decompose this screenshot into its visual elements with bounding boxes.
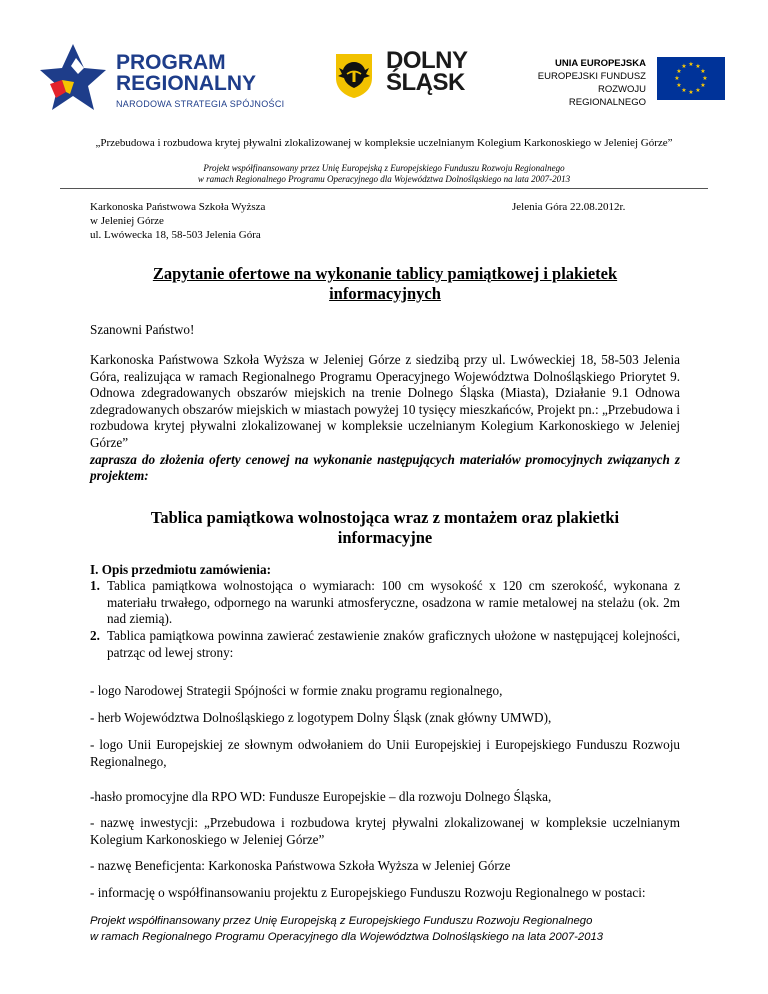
list-item: 2. Tablica pamiątkowa powinna zawierać zestawienie znaków graficznych ułożone w następującej kolejności, patrząc od lewej strony: [90, 628, 680, 660]
list-item: 1. Tablica pamiątkowa wolnostojąca o wymiarach: 100 cm wysokość x 120 cm szerokość, wykonana z materiału trwałego, odpornego na warunki atmosferyczne, osadzona w ramie metalowej na stelażu (ok. 2m nad ziemią). [90, 578, 680, 627]
nss-tagline: NARODOWA STRATEGIA SPÓJNOŚCI [116, 99, 285, 109]
dolny-slask-crest-icon [334, 52, 374, 98]
list-entry: - nazwę inwestycji: „Przebudowa i rozbudowa krytej pływalni zlokalizowanej w kompleksie uczelnianym Kolegium Karkonoskiego w Jeleniej Górze” [90, 815, 680, 847]
letter-date: Jelenia Góra 22.08.2012r. [512, 201, 626, 213]
cofinancing-header: Projekt współfinansowany przez Unię Europejską z Europejskiego Funduszu Rozwoju Regionalnego w ramach Regionalnego Programu Operacyjnego dla Województwa Dolnośląskiego na lata 2007-2013 [197, 163, 571, 184]
eu-fund-label: UNIA EUROPEJSKA EUROPEJSKI FUNDUSZ ROZWOJU REGIONALNEGO [537, 58, 646, 108]
invitation-text: zaprasza do złożenia oferty cenowej na wykonanie następujących materiałów promocyjnych związanych z projektem: [90, 451, 680, 484]
section-title: Tablica pamiątkowa wolnostojąca wraz z montażem oraz plakietki informacyjne [150, 508, 620, 547]
greeting: Szanowni Państwo! [90, 322, 195, 337]
intro-text: Karkonoska Państwowa Szkoła Wyższa w Jeleniej Górze z siedzibą przy ul. Lwóweckiej 18, 58-503 Jelenia Góra, realizująca w ramach Regionalnego Programu Operacyjnego Województwa Dolnośląskiego Priorytet 9. Odnowa zdegradowanych obszarów miejskich na trenie Dolnego Śląska (Miasta), Działanie 9.1 Odnowa zdegradowanych obszarów miejskich w miastach powyżej 10 tysięcy mieszkańców, Projekt pn.: „Przebudowa i rozbudowa krytej pływalni zlokalizowanej w kompleksie uczelnianym Kolegium Karkonoskiego w Jeleniej Górze” [90, 352, 680, 450]
svg-text:★: ★ [681, 87, 687, 94]
svg-text:★: ★ [695, 87, 701, 94]
svg-text:★: ★ [695, 63, 701, 70]
svg-text:★: ★ [688, 89, 694, 96]
document-title: Zapytanie ofertowe na wykonanie tablicy pamiątkowej i plakietek informacyjnych [152, 264, 618, 303]
svg-text:★: ★ [676, 68, 682, 75]
cofinancing-statement: Projekt współfinansowany przez Unię Europejską z Europejskiego Funduszu Rozwoju Regionalnego w ramach Regionalnego Programu Operacyjnego dla Województwa Dolnośląskiego na lata 2007-2013 [90, 915, 604, 943]
project-title-header: „Przebudowa i rozbudowa krytej pływalni zlokalizowanej w kompleksie uczelnianym Kolegium Karkonoskiego w Jeleniej Górze” [95, 137, 673, 149]
list-entry: -hasło promocyjne dla RPO WD: Fundusze Europejskie – dla rozwoju Dolnego Śląska, [90, 789, 552, 804]
dolny-slask-logo: DOLNY ŚLĄSK [386, 47, 468, 96]
header-divider [60, 188, 708, 189]
svg-text:★: ★ [681, 63, 687, 70]
list-entry: - informację o współfinansowaniu projektu z Europejskiego Funduszu Rozwoju Regionalnego w postaci: [90, 885, 646, 900]
eu-flag-icon [657, 57, 725, 100]
svg-text:★: ★ [674, 75, 680, 82]
svg-text:★: ★ [676, 82, 682, 89]
sender-address: Karkonoska Państwowa Szkoła Wyższa w Jeleniej Górze ul. Lwówecka 18, 58-503 Jelenia Góra [90, 201, 266, 241]
program-regionalny-star-icon [40, 44, 106, 114]
svg-text:★: ★ [700, 68, 706, 75]
svg-text:★: ★ [702, 75, 708, 82]
program-regionalny-logo: PROGRAM REGIONALNY [116, 51, 257, 95]
list-entry: - logo Narodowej Strategii Spójności w formie znaku programu regionalnego, [90, 683, 503, 698]
list-entry: - herb Województwa Dolnośląskiego z logotypem Dolny Śląsk (znak główny UMWD), [90, 710, 552, 725]
svg-text:★: ★ [688, 61, 694, 68]
intro-paragraph [90, 352, 680, 485]
list-entry: - logo Unii Europejskiej ze słownym odwołaniem do Unii Europejskiej i Europejskiego Funduszu Rozwoju Regionalnego, [90, 737, 680, 769]
list-entry: - nazwę Beneficjenta: Karkonoska Państwowa Szkoła Wyższa w Jeleniej Górze [90, 858, 511, 873]
svg-text:★: ★ [700, 82, 706, 89]
subsection-heading: I. Opis przedmiotu zamówienia: [90, 562, 271, 577]
